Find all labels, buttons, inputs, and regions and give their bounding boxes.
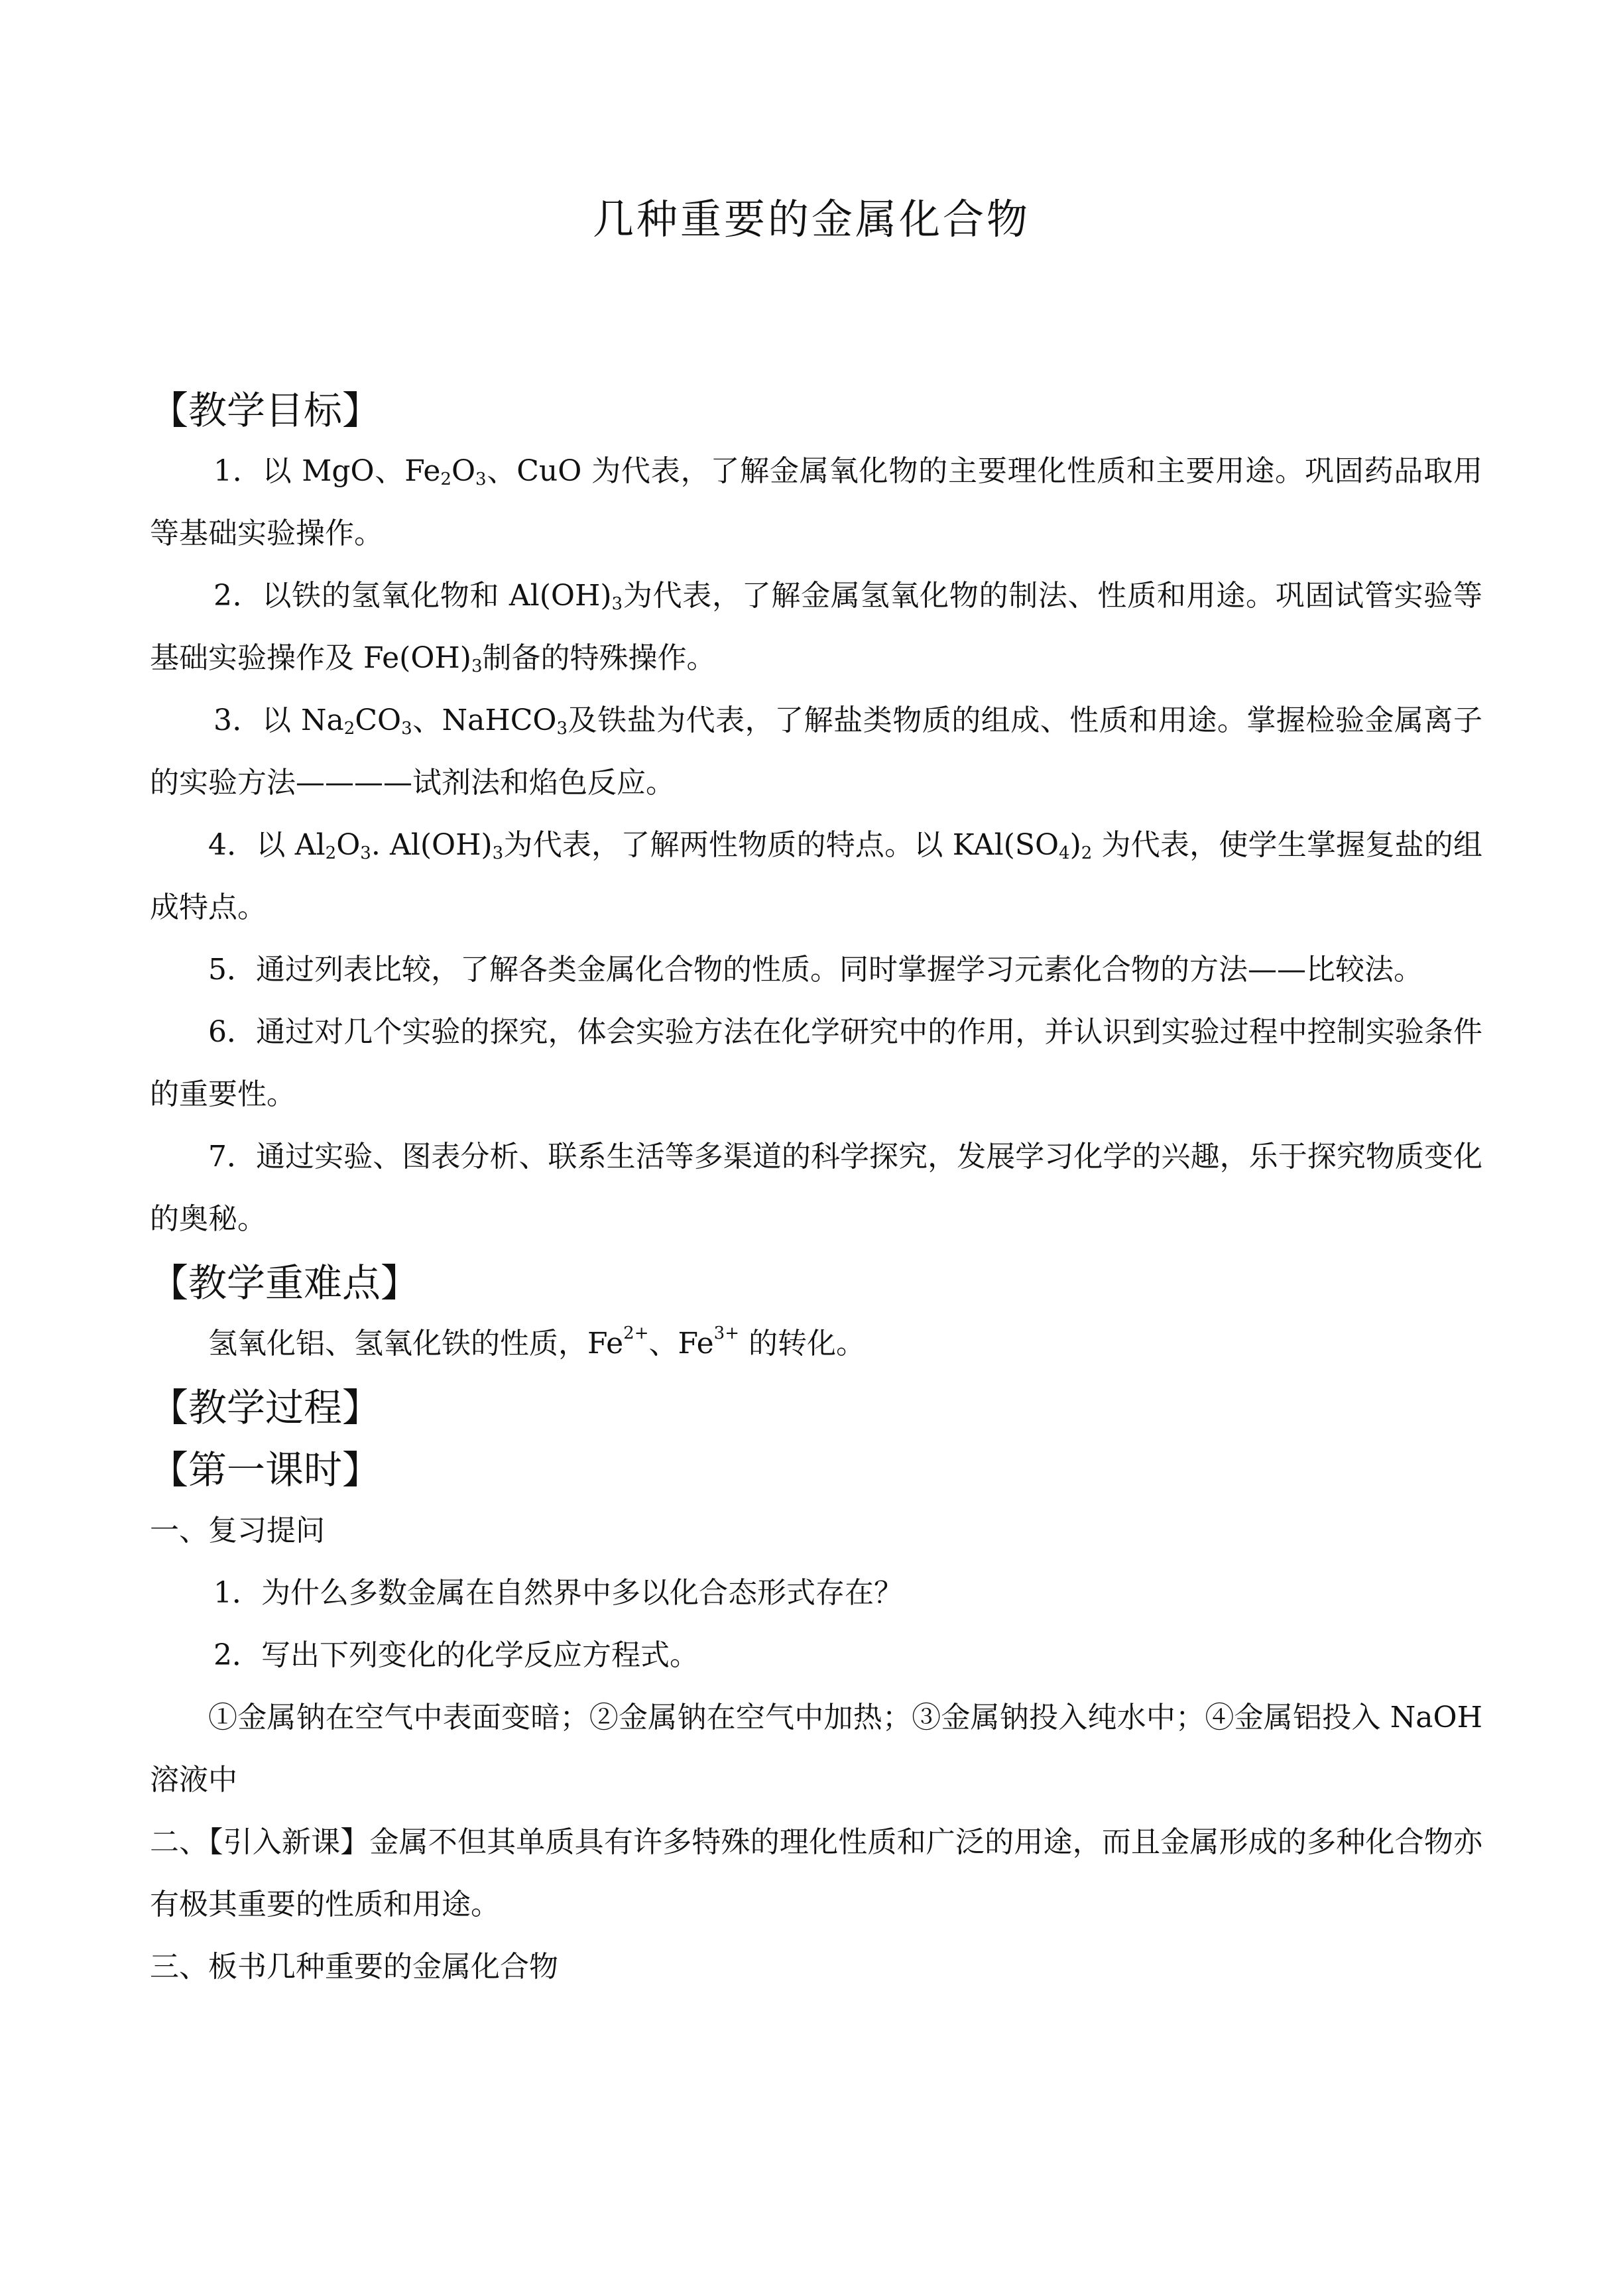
text-run: 的转化。 [739, 1327, 865, 1360]
objective-4 [150, 814, 1482, 939]
review-question-2: 2．写出下列变化的化学反应方程式。 [213, 1638, 699, 1672]
subscript: 3 [401, 719, 412, 739]
text-run: CO [355, 703, 402, 737]
text-run: 为代表，了解金属氢氧化物的制法、性质和用途。巩固试管实验等基础实验操作及 Fe(OH) [150, 579, 1483, 675]
text-run: O [336, 828, 361, 862]
intro-label: 二、【引入新课】 [150, 1825, 370, 1859]
subscript: 2 [343, 719, 355, 739]
text-run: 制备的特殊操作。 [482, 641, 716, 675]
text-run: 为代表，了解两性物质的特点。以 KAl(SO [503, 828, 1059, 862]
process-heading: 【教学过程】 [150, 1385, 381, 1430]
document-body [150, 378, 1482, 1998]
text-run: O [451, 454, 476, 488]
text-run: 、Fe [648, 1327, 714, 1360]
text-run: 2．以铁的氢氧化物和 Al(OH) [213, 579, 612, 613]
text-run: 1．以 MgO、Fe [213, 454, 441, 488]
lesson1-heading: 【第一课时】 [150, 1447, 381, 1492]
text-run: 为代表，使学生掌握复盐的组成特点。 [150, 828, 1482, 924]
subscript: 2 [440, 469, 451, 489]
subscript: 3 [475, 469, 487, 489]
text-run: . Al(OH) [371, 828, 493, 862]
objective-2 [150, 565, 1482, 690]
document-title: 几种重要的金属化合物 [592, 195, 1030, 243]
text-run: 氢氧化铝、氢氧化铁的性质，Fe [208, 1327, 624, 1360]
superscript: 3+ [713, 1323, 739, 1343]
text-run: 、NaHCO [412, 703, 557, 737]
subscript: 3 [556, 719, 568, 739]
objective-3 [150, 690, 1482, 814]
intro-paragraph [150, 1811, 1482, 1936]
objectives-heading: 【教学目标】 [150, 388, 381, 433]
subscript: 3 [360, 843, 371, 863]
subscript: 4 [1059, 843, 1070, 863]
review-title: 一、复习提问 [150, 1514, 325, 1547]
superscript: 2+ [623, 1323, 649, 1343]
subscript: 2 [1081, 843, 1093, 863]
subscript: 3 [492, 843, 504, 863]
objective-5: 5．通过列表比较，了解各类金属化合物的性质。同时掌握学习元素化合物的方法——比较法。 [208, 953, 1423, 987]
subscript: 2 [325, 843, 337, 863]
objective-7: 7．通过实验、图表分析、联系生活等多渠道的科学探究，发展学习化学的兴趣，乐于探究物质变化的奥秘。 [150, 1140, 1482, 1236]
review-question-1: 1．为什么多数金属在自然界中多以化合态形式存在？ [213, 1576, 903, 1610]
objective-1 [150, 440, 1482, 565]
subscript: 3 [611, 594, 623, 614]
objective-6: 6．通过对几个实验的探究，体会实验方法在化学研究中的作用，并认识到实验过程中控制实验条件的重要性。 [150, 1015, 1482, 1111]
review-question-2-items: ①金属钠在空气中表面变暗；②金属钠在空气中加热；③金属钠投入纯水中；④金属铝投入 NaOH 溶液中 [150, 1701, 1482, 1797]
text-run: 3．以 Na [213, 703, 344, 737]
text-run: ) [1069, 828, 1081, 862]
subscript: 3 [471, 656, 483, 676]
board-title: 三、板书几种重要的金属化合物 [150, 1950, 558, 1984]
key-points-heading: 【教学重难点】 [150, 1260, 420, 1305]
text-run: 、CuO 为代表，了解金属氧化物的主要理化性质和主要用途。巩固药品取用等基础实验操作。 [150, 454, 1483, 550]
intro-text: 金属不但其单质具有许多特殊的理化性质和广泛的用途，而且金属形成的多种化合物亦有极其重要的性质和用途。 [150, 1825, 1482, 1921]
key-points-text [150, 1313, 1482, 1375]
text-run: 4．以 Al [208, 828, 326, 862]
text-run: 及铁盐为代表，了解盐类物质的组成、性质和用途。掌握检验金属离子的实验方法————试剂法和焰色反应。 [150, 703, 1483, 800]
